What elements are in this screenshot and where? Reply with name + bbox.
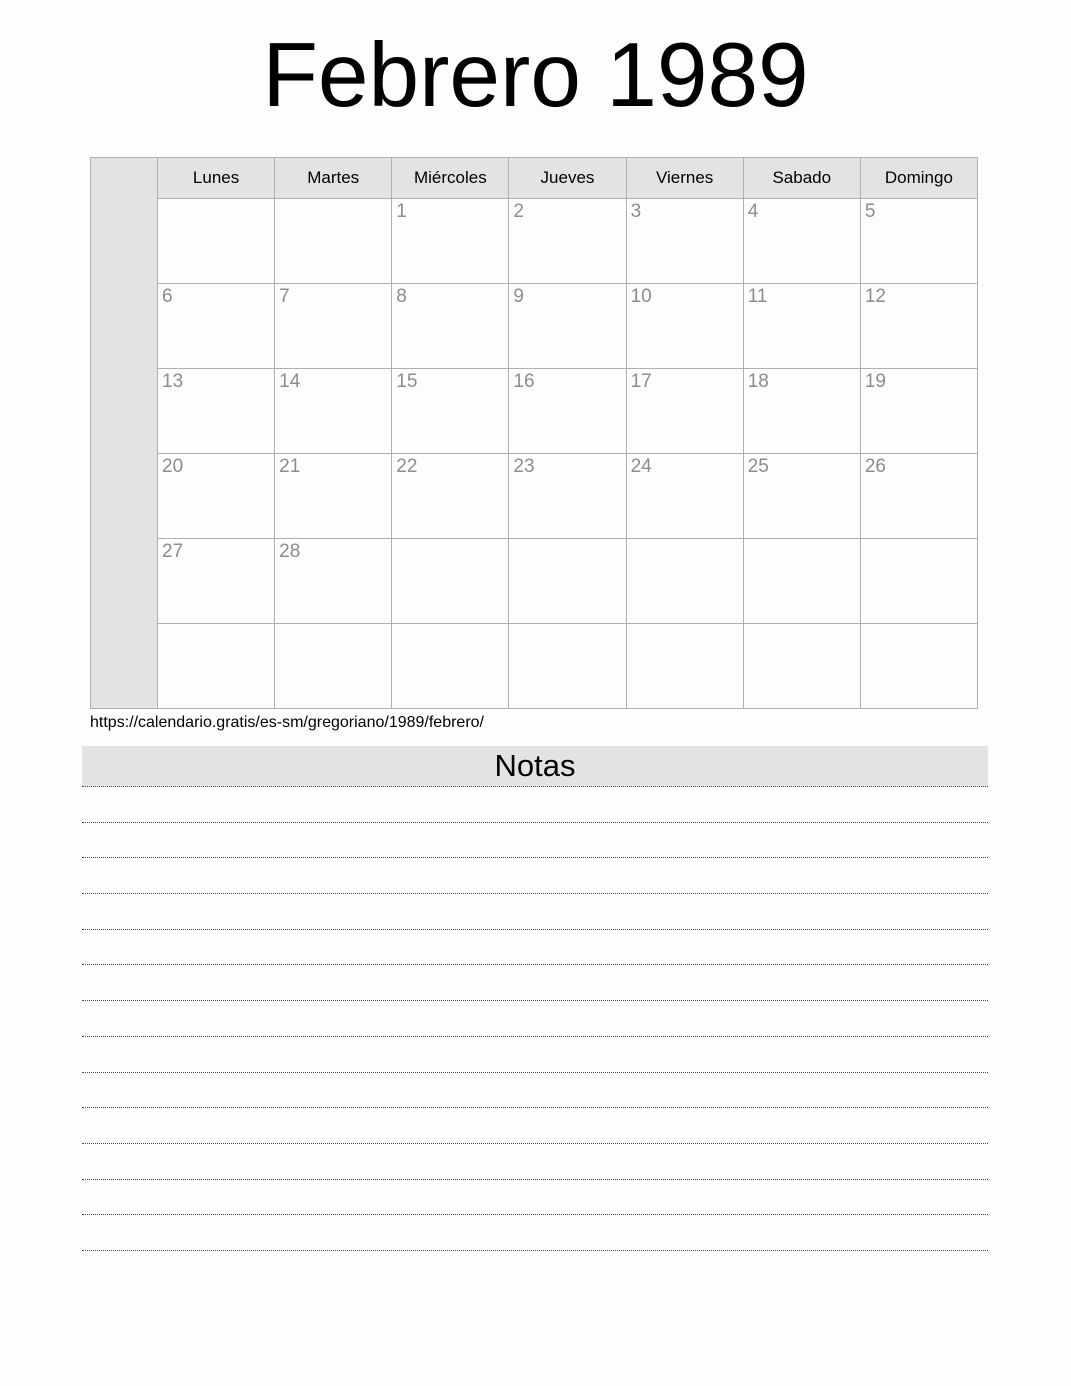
note-line	[82, 1037, 988, 1073]
day-cell	[392, 624, 509, 709]
day-cell: 22	[392, 454, 509, 539]
day-cell	[158, 624, 275, 709]
day-cell: 18	[743, 369, 860, 454]
corner-column	[91, 158, 158, 709]
notes-header	[82, 746, 988, 787]
day-cell: 19	[860, 369, 977, 454]
week-row-6	[91, 624, 978, 709]
weekday-header-miercoles: Miércoles	[392, 158, 509, 199]
note-line	[82, 858, 988, 894]
day-cell: 16	[509, 369, 626, 454]
day-cell: 2	[509, 199, 626, 284]
note-line	[82, 1108, 988, 1144]
day-cell: 15	[392, 369, 509, 454]
day-cell: 6	[158, 284, 275, 369]
day-cell: 5	[860, 199, 977, 284]
day-cell: 23	[509, 454, 626, 539]
day-cell	[509, 624, 626, 709]
weekday-header-martes: Martes	[275, 158, 392, 199]
source-url: https://calendario.gratis/es-sm/gregoriano/1989/febrero/	[90, 714, 484, 731]
day-cell: 3	[626, 199, 743, 284]
page-title: Febrero 1989	[262, 25, 809, 126]
day-cell	[626, 624, 743, 709]
day-cell	[860, 539, 977, 624]
day-cell: 14	[275, 369, 392, 454]
note-line	[82, 965, 988, 1001]
day-cell: 8	[392, 284, 509, 369]
note-line	[82, 1001, 988, 1037]
day-cell	[509, 539, 626, 624]
day-cell: 1	[392, 199, 509, 284]
day-cell: 27	[158, 539, 275, 624]
day-cell: 21	[275, 454, 392, 539]
day-cell	[275, 624, 392, 709]
day-cell	[743, 624, 860, 709]
note-line	[82, 1144, 988, 1180]
note-line	[82, 1180, 988, 1216]
weekday-header-row	[91, 158, 978, 199]
day-cell: 7	[275, 284, 392, 369]
day-cell	[275, 199, 392, 284]
day-cell	[626, 539, 743, 624]
note-lines	[82, 787, 988, 1251]
note-line	[82, 823, 988, 859]
day-cell: 26	[860, 454, 977, 539]
day-cell	[158, 199, 275, 284]
week-row-4	[91, 454, 978, 539]
day-cell: 13	[158, 369, 275, 454]
weekday-header-lunes: Lunes	[158, 158, 275, 199]
day-cell: 9	[509, 284, 626, 369]
day-cell: 24	[626, 454, 743, 539]
day-cell: 10	[626, 284, 743, 369]
weekday-header-jueves: Jueves	[509, 158, 626, 199]
week-row-3	[91, 369, 978, 454]
note-line	[82, 1073, 988, 1109]
note-line	[82, 930, 988, 966]
week-row-2	[91, 284, 978, 369]
note-line	[82, 1215, 988, 1251]
weekday-header-domingo: Domingo	[860, 158, 977, 199]
day-cell: 28	[275, 539, 392, 624]
day-cell	[743, 539, 860, 624]
week-row-5	[91, 539, 978, 624]
note-line	[82, 894, 988, 930]
day-cell: 12	[860, 284, 977, 369]
weekday-header-sabado: Sabado	[743, 158, 860, 199]
week-row-1	[91, 199, 978, 284]
day-cell: 4	[743, 199, 860, 284]
note-line	[82, 787, 988, 823]
day-cell	[860, 624, 977, 709]
calendar-table	[90, 157, 978, 709]
day-cell: 17	[626, 369, 743, 454]
day-cell: 20	[158, 454, 275, 539]
day-cell: 11	[743, 284, 860, 369]
weekday-header-viernes: Viernes	[626, 158, 743, 199]
day-cell: 25	[743, 454, 860, 539]
notes-title: Notas	[494, 748, 576, 783]
day-cell	[392, 539, 509, 624]
